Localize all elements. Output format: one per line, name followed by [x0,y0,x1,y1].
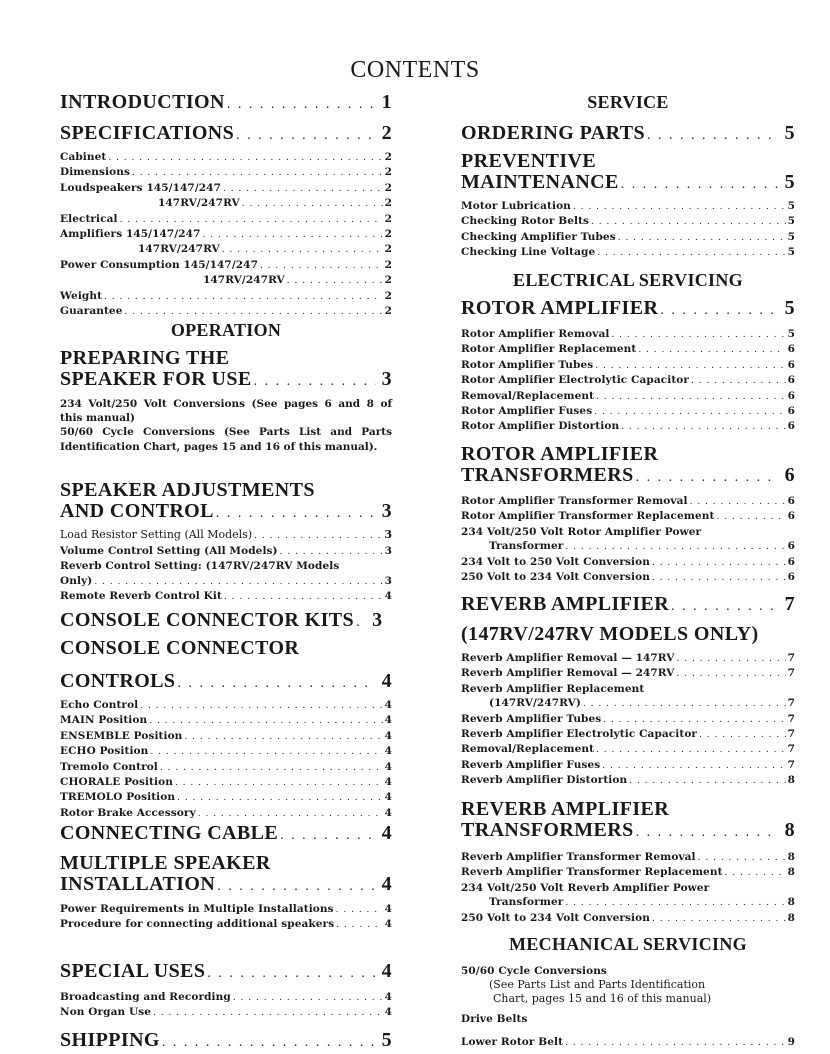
entry-label: 147RV/247RV [203,274,285,287]
entry-label: Reverb Control Setting: (147RV/247RV Models [60,560,340,573]
leader-dots [660,300,778,321]
leader-dots [690,495,786,509]
toc-subentry-drive-belts[interactable] [461,1012,795,1026]
toc-subentry[interactable] [461,895,795,910]
leader-dots [652,556,786,570]
leader-dots [591,215,786,229]
toc-subentry[interactable] [60,544,392,559]
entry-label: Reverb Amplifier Transformer Removal [461,851,696,863]
leader-dots [652,571,786,585]
page-number: 4 [384,760,392,773]
leader-dots [217,876,375,897]
page-number: 5 [787,246,795,259]
page-number: 2 [384,228,392,241]
leader-dots [691,374,786,388]
reverb-amplifier-models-note: (147RV/247RV MODELS ONLY) [461,623,759,645]
leader-dots [233,991,383,1005]
entry-label: Volume Control Setting (All Models) [60,545,278,557]
toc-subentry[interactable] [461,245,795,260]
entry-label: Amplifiers 145/147/247 [60,228,201,241]
leader-dots [565,1036,786,1050]
connector-controls-subentries [60,698,392,821]
toc-subentry[interactable] [60,181,392,196]
page-number: 7 [787,743,795,756]
toc-entry-connector-kits[interactable]: CONSOLE CONNECTOR KITS . . . 3 [60,610,392,633]
toc-subentry[interactable] [461,881,795,895]
entry-label: Tremolo Control [60,760,158,773]
leader-dots [618,231,786,245]
toc-subentry[interactable] [60,273,392,288]
toc-subentry[interactable] [461,214,795,229]
multiple-subentries [60,902,392,933]
entry-label: Reverb Amplifier Electrolytic Capacitor [461,728,698,741]
entry-label: Remote Reverb Control Kit [60,590,222,603]
entry-label: Rotor Amplifier Electrolytic Capacitor [461,374,690,387]
toc-subentry[interactable] [60,1005,392,1020]
toc-entry-reverb-amplifier[interactable]: REVERB AMPLIFIER . . . 7 [461,594,795,617]
toc-subentry[interactable] [461,850,795,865]
toc-subentry[interactable] [60,150,392,165]
page-number: 9 [787,1035,795,1048]
page-number: 4 [384,918,392,931]
entry-label: Reverb Amplifier Fuses [461,758,601,771]
entry-label: Reverb Amplifier Tubes [461,712,602,725]
toc-subentry[interactable] [60,698,392,713]
toc-entry-ordering-parts[interactable]: ORDERING PARTS . . . 5 [461,123,795,146]
page-number: 4 [384,714,392,727]
entry-label: Drive Belts [461,1013,528,1026]
leader-dots [636,467,779,488]
adjustments-subentries [60,527,392,605]
entry-label: Non Organ Use [60,1006,152,1019]
toc-subentry[interactable] [461,666,795,681]
toc-entry-special-uses[interactable]: SPECIAL USES . . . 4 [60,961,392,984]
toc-subentry[interactable] [461,682,795,696]
leader-dots [565,896,785,910]
entry-label: ENSEMBLE Position [60,729,183,742]
entry-label: Echo Control [60,699,139,711]
leader-dots [184,730,382,744]
page-number: 2 [384,258,392,271]
leader-dots [699,728,786,742]
entry-label: Checking Rotor Belts [461,215,590,228]
leader-dots [583,697,786,711]
entry-label: Transformer [489,540,564,553]
leader-dots [125,305,383,319]
entry-label: 250 Volt to 234 Volt Conversion [461,911,650,924]
leader-dots [224,590,383,604]
page-number: 8 [787,911,795,924]
page-number: 4 [384,745,392,758]
section-heading-service: SERVICE [587,92,669,112]
entry-label: Rotor Amplifier Distortion [461,420,620,433]
page-number: 4 [384,806,392,819]
toc-subentry[interactable] [461,494,795,509]
toc-subentry-lower-rotor-belt[interactable] [461,1035,795,1050]
page-number: 7 [787,728,795,741]
leader-dots [597,246,785,260]
leader-dots [222,243,383,257]
toc-subentry[interactable] [461,727,795,742]
page-number: 6 [787,374,795,387]
toc-entry-specifications[interactable]: SPECIFICATIONS . . . 2 [60,123,392,146]
page-number: 4 [384,991,392,1003]
entry-label: Power Consumption 145/147/247 [60,258,258,271]
entry-label: 50/60 Cycle Conversions [461,965,607,977]
page-number: 6 [787,495,795,507]
entry-label: Guarantee [60,305,123,318]
toc-entry-reverb-amplifier-transformers[interactable]: REVERB AMPLIFIER TRANSFORMERS . . . 8 [461,799,795,843]
entry-label: Checking Amplifier Tubes [461,230,616,243]
toc-entry-connector-controls[interactable]: CONSOLE CONNECTOR CONTROLS . . . 4 [60,638,392,694]
toc-subentry[interactable] [60,775,392,790]
leader-dots [104,290,383,304]
entry-label: ECHO Position [60,745,149,758]
page-number: 8 [787,866,795,879]
leader-dots [629,774,785,788]
entry-label: Electrical [60,212,118,225]
leader-dots [162,1032,376,1053]
toc-subentry[interactable] [60,713,392,728]
entry-label: 147RV/247RV [158,197,240,210]
page-number: 7 [787,758,795,771]
leader-dots [207,963,375,984]
entry-label: (147RV/247RV) [489,697,581,710]
leader-dots [573,200,786,214]
toc-entry-preparing[interactable]: PREPARING THE SPEAKER FOR USE . . . 3 [60,348,392,392]
leader-dots [177,673,375,694]
entry-label: Rotor Amplifier Transformer Removal [461,495,688,507]
toc-subentry[interactable] [461,773,795,788]
toc-subentry[interactable] [461,419,795,434]
page-number: 3 [384,528,392,541]
toc-subentry[interactable] [60,744,392,759]
page-number: 4 [384,1006,392,1019]
leader-dots [236,125,375,146]
page-number: 4 [384,729,392,742]
preparing-notes: 234 Volt/250 Volt Conversions (See pages 6 and 8 of this manual) 50/60 Cycle Conversions (See Parts List and Parts Identification Chart, pages 15 and 16 of this manual). [60,398,392,453]
entry-label: Reverb Amplifier Distortion [461,774,628,787]
leader-dots [716,510,785,524]
entry-label: Procedure for connecting additional speakers [60,918,335,931]
leader-dots [671,596,779,617]
entry-label: 234 Volt/250 Volt Rotor Amplifier Power [461,525,702,538]
leader-dots [160,761,383,775]
leader-dots [603,713,785,727]
toc-subentry[interactable] [60,227,392,242]
entry-label: Reverb Amplifier Removal — 147RV [461,652,675,664]
toc-subentry[interactable] [461,199,795,214]
entry-label: Reverb Amplifier Removal — 247RV [461,667,675,680]
leader-dots [153,1006,383,1020]
leader-dots [149,714,382,728]
leader-dots [198,807,383,821]
entry-label: 147RV/247RV [138,243,220,256]
page-number: 7 [787,697,795,710]
entry-label: Load Resistor Setting (All Models) [60,528,253,541]
toc-subentry[interactable] [60,790,392,805]
entry-label: Rotor Amplifier Fuses [461,405,593,418]
leader-dots [621,420,785,434]
toc-subentry[interactable] [461,570,795,585]
toc-subentry[interactable] [461,758,795,773]
page-number: 2 [384,243,392,256]
entry-label: Transformer [489,896,564,909]
section-heading-operation: OPERATION [170,320,282,340]
special-uses-subentries [60,990,392,1021]
toc-subentry[interactable] [461,230,795,245]
leader-dots [336,918,382,932]
entry-label: Rotor Amplifier Removal [461,328,610,340]
toc-subentry[interactable] [461,342,795,357]
rotor-amplifier-subentries [461,327,795,435]
toc-subentry[interactable] [461,509,795,524]
leader-dots [216,503,376,524]
page-number: 3 [384,574,392,587]
page-number: 6 [787,343,795,356]
entry-label: MAIN Position [60,714,148,727]
leader-dots [565,540,785,554]
toc-subentry[interactable] [461,865,795,880]
page-number: 7 [787,667,795,680]
toc-subentry[interactable] [461,373,795,388]
leader-dots [132,166,383,180]
toc-entry-rotor-amplifier[interactable]: ROTOR AMPLIFIER . . . 5 [461,298,795,321]
toc-subentry[interactable] [60,242,392,257]
entry-label: Removal/Replacement [461,389,595,402]
entry-label: Rotor Brake Accessory [60,806,196,819]
leader-dots [227,94,376,115]
toc-entry-adjustments[interactable]: SPEAKER ADJUSTMENTS AND CONTROL . . . 3 [60,480,392,524]
page-number: 5 [787,328,795,340]
entry-label: 234 Volt/250 Volt Reverb Amplifier Power [461,881,710,894]
leader-dots [120,213,383,227]
page-number: 2 [384,166,392,179]
leader-dots [336,903,383,917]
toc-subentry[interactable] [461,539,795,554]
toc-subentry[interactable] [60,917,392,932]
page-number: 6 [787,389,795,402]
toc-subentry[interactable] [461,327,795,342]
section-heading-electrical-servicing: ELECTRICAL SERVICING [513,270,743,290]
leader-dots [677,652,786,666]
toc-entry-preventive-maintenance[interactable]: PREVENTIVE MAINTENANCE . . . 5 [461,151,795,195]
page-number: 2 [384,151,392,163]
section-heading-mechanical-servicing: MECHANICAL SERVICING [509,934,747,954]
leader-dots [636,822,779,843]
toc-subentry[interactable] [461,712,795,727]
toc-subentry[interactable] [60,806,392,821]
page-number: 6 [787,540,795,553]
toc-subentry[interactable] [60,729,392,744]
toc-subentry[interactable] [461,742,795,757]
toc-entry-introduction[interactable]: INTRODUCTION . . . 1 [60,92,392,115]
toc-subentry[interactable] [60,212,392,227]
leader-dots [602,759,785,773]
leader-dots [611,328,785,342]
leader-dots [356,612,366,633]
page-number: 3 [384,545,392,557]
page-number: 7 [787,712,795,725]
page-number: 2 [384,197,392,210]
leader-dots [621,174,779,195]
entry-label: Rotor Amplifier Replacement [461,343,637,356]
page-number: 5 [787,200,795,212]
page-number: 6 [787,510,795,523]
leader-dots [594,405,785,419]
toc-subentry[interactable] [60,165,392,180]
leader-dots [108,151,382,165]
cycle-conversions-note: Chart, pages 15 and 16 of this manual) [493,992,712,1006]
toc-subentry[interactable] [60,258,392,273]
entry-label: Dimensions [60,166,130,179]
entry-label: Lower Rotor Belt [461,1035,564,1048]
page-number: 7 [787,652,795,664]
page-number: 6 [787,358,795,371]
page-title: CONTENTS [350,57,480,83]
leader-dots [596,743,786,757]
toc-entry-connecting-cable[interactable]: CONNECTING CABLE . . . 4 [60,823,392,846]
leader-dots [725,866,786,880]
leader-dots [202,228,382,242]
leader-dots [652,912,786,926]
leader-dots [150,745,382,759]
toc-entry-multiple-installation[interactable]: MULTIPLE SPEAKER INSTALLATION . . . 4 [60,853,392,897]
leader-dots [595,359,785,373]
leader-dots [260,259,383,273]
toc-subentry[interactable] [60,760,392,775]
page-number: 6 [787,571,795,584]
entry-label: Cabinet [60,151,107,163]
toc-subentry[interactable] [461,696,795,711]
preventive-subentries [461,199,795,261]
entry-label: Rotor Amplifier Transformer Replacement [461,510,715,523]
toc-subentry[interactable] [60,902,392,917]
reverb-transformers-subentries [461,850,795,926]
rotor-transformers-subentries [461,494,795,585]
leader-dots [177,791,383,805]
toc-subentry[interactable] [461,911,795,926]
leader-dots [140,699,382,713]
leader-dots [223,182,383,196]
entry-label: Weight [60,289,103,302]
toc-subentry[interactable] [461,404,795,419]
toc-subentry[interactable] [60,990,392,1005]
page-number: 2 [384,212,392,225]
entry-label: 250 Volt to 234 Volt Conversion [461,571,650,584]
toc-subentry[interactable] [60,589,392,604]
page-number: 2 [384,305,392,318]
leader-dots [698,851,786,865]
entry-label: Rotor Amplifier Tubes [461,358,594,371]
page-number: 4 [384,776,392,789]
specifications-subentries [60,150,392,319]
toc-subentry[interactable] [461,555,795,570]
leader-dots [677,667,786,681]
page-number: 8 [787,851,795,863]
entry-label: CHORALE Position [60,776,173,789]
page-number: 5 [787,215,795,228]
page-number: 4 [384,903,392,915]
entry-label: Reverb Amplifier Replacement [461,682,645,695]
entry-label: Motor Lubrication [461,200,571,212]
entry-label: TREMOLO Position [60,791,176,804]
page-number: 2 [384,289,392,302]
page-number: 8 [787,774,795,787]
leader-dots [647,125,779,146]
leader-dots [638,343,785,357]
leader-dots [254,529,382,544]
toc-entry-shipping[interactable]: SHIPPING . . . 5 [60,1030,392,1053]
leader-dots [94,575,382,589]
toc-subentry[interactable] [60,574,392,589]
toc-subentry[interactable] [60,196,392,211]
toc-subentry[interactable] [461,525,795,539]
leader-dots [596,390,786,404]
cycle-conversions-note: (See Parts List and Parts Identification [489,978,706,992]
entry-label: Broadcasting and Recording [60,991,231,1003]
page-number: 6 [787,405,795,418]
page-number: 8 [787,896,795,909]
entry-label: Loudspeakers 145/147/247 [60,181,221,194]
entry-label: Reverb Amplifier Transformer Replacement [461,866,723,879]
leader-dots [280,545,383,559]
page-number: 4 [384,699,392,711]
toc-subentry[interactable] [60,289,392,304]
page-number: 2 [384,181,392,194]
page-number: 5 [787,230,795,243]
leader-dots [287,274,383,288]
entry-label: Power Requirements in Multiple Installations [60,903,334,915]
page-number: 4 [384,791,392,804]
page-number: 2 [384,274,392,287]
entry-label: Only) [60,574,93,587]
toc-subentry[interactable] [461,651,795,666]
page-number: 4 [384,590,392,603]
toc-subentry[interactable] [60,527,392,544]
mechanical-subentries [461,964,795,1050]
toc-subentry[interactable] [461,358,795,373]
entry-label: Checking Line Voltage [461,246,596,259]
toc-subentry[interactable] [60,304,392,319]
toc-subentry-cycle-conversions[interactable] [461,964,795,978]
leader-dots [254,371,376,392]
leader-dots [175,776,383,790]
page-number: 6 [787,420,795,433]
entry-label: 234 Volt to 250 Volt Conversion [461,555,650,568]
entry-label: Removal/Replacement [461,743,595,756]
page-number: 6 [787,555,795,568]
toc-entry-rotor-amplifier-transformers[interactable]: ROTOR AMPLIFIER TRANSFORMERS . . . 6 [461,444,795,488]
toc-subentry[interactable] [60,559,392,573]
leader-dots [280,825,375,846]
reverb-amplifier-subentries [461,651,795,789]
leader-dots [242,197,383,211]
toc-subentry[interactable] [461,389,795,404]
